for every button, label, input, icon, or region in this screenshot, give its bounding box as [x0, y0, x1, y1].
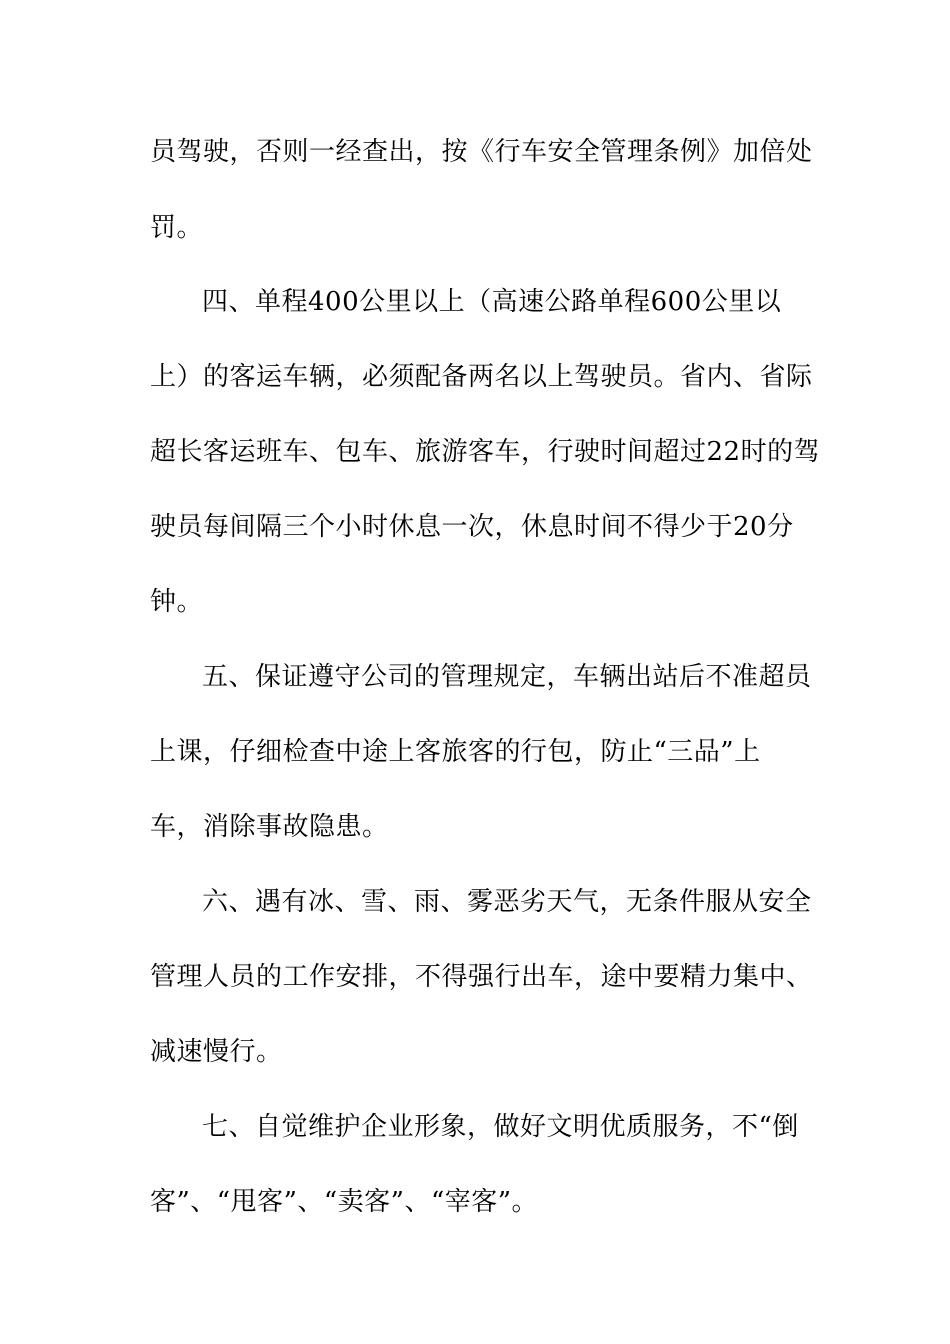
- text-line: 管理人员的工作安排，不得强行出车，途中要精力集中、: [150, 962, 813, 992]
- text-line: 上）的客运车辆，必须配备两名以上驾驶员。省内、省际: [150, 362, 813, 392]
- paragraph-4-first-line: 四、单程400公里以上（高速公路单程600公里以: [202, 287, 782, 317]
- text-line: 车，消除事故隐患。: [150, 812, 389, 842]
- text-line: 减速慢行。: [150, 1037, 283, 1067]
- text-line: 客”、“甩客”、“卖客”、“宰客”。: [150, 1187, 539, 1217]
- text-line: 罚。: [150, 213, 204, 243]
- text-line: 钟。: [150, 587, 204, 617]
- paragraph-7-first-line: 七、自觉维护企业形象，做好文明优质服务，不“倒: [202, 1112, 799, 1142]
- text-line: 超长客运班车、包车、旅游客车，行驶时间超过22时的驾: [150, 437, 821, 467]
- text-line: 员驾驶，否则一经查出，按《行车安全管理条例》加倍处: [150, 137, 813, 167]
- paragraph-5-first-line: 五、保证遵守公司的管理规定，车辆出站后不准超员: [202, 662, 812, 692]
- paragraph-6-first-line: 六、遇有冰、雪、雨、雾恶劣天气，无条件服从安全: [202, 887, 812, 917]
- text-line: 驶员每间隔三个小时休息一次，休息时间不得少于20分: [150, 512, 794, 542]
- text-line: 上课，仔细检查中途上客旅客的行包，防止“三品”上: [150, 737, 761, 767]
